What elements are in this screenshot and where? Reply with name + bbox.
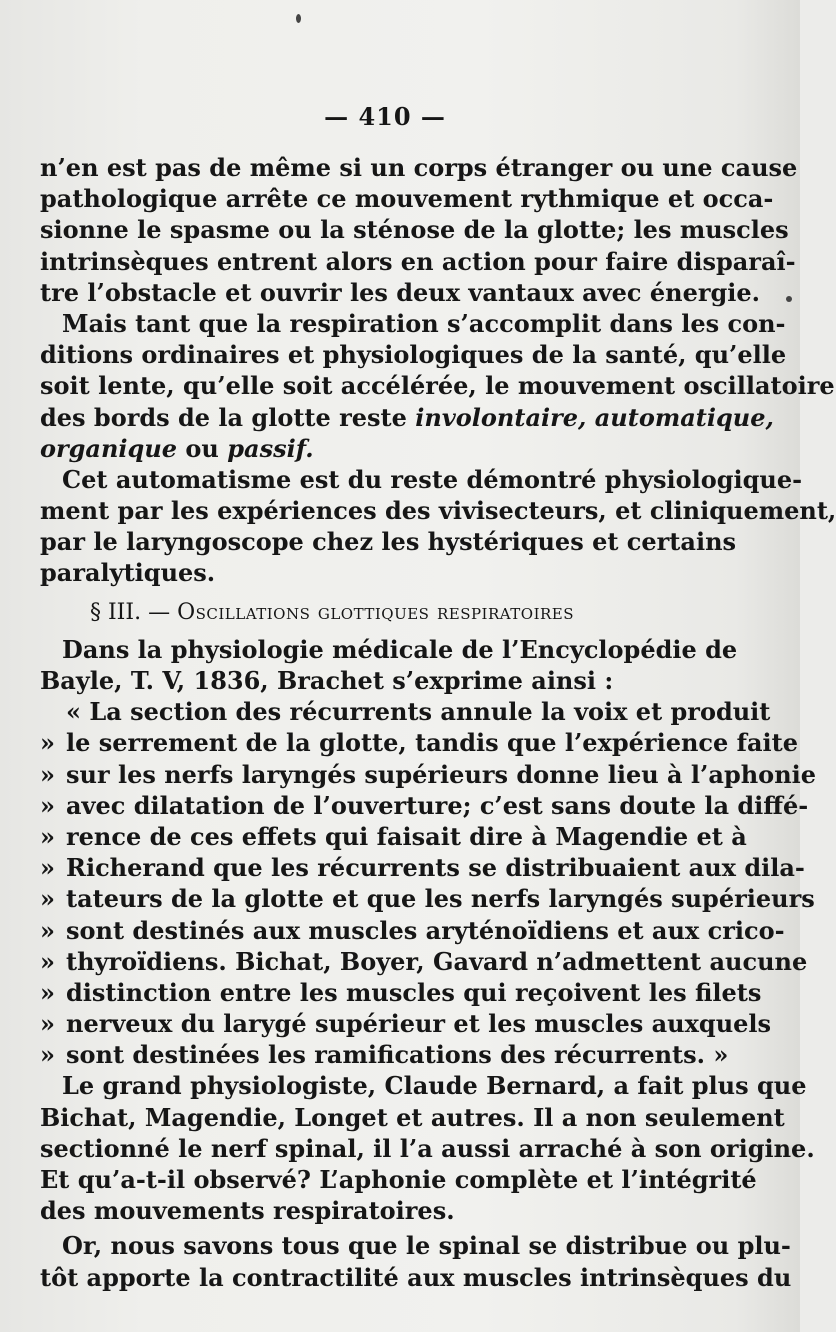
guillemet: » (40, 946, 55, 976)
italic-term: passif. (227, 433, 314, 463)
text-line (40, 402, 774, 433)
guillemet: » (40, 759, 55, 789)
text-line: intrinsèques entrent alors en action pour faire disparaî- (40, 246, 796, 276)
paragraph-1 (40, 152, 798, 308)
print-speck (786, 296, 792, 302)
section-dash: — (148, 599, 171, 625)
quote-text: sont destinées les ramifications des récurrents. » (66, 1040, 729, 1070)
guillemet: » (40, 884, 55, 914)
quote-line (40, 852, 805, 883)
quote-line (40, 790, 809, 821)
text-line: Dans la physiologie médicale de l’Encyclopédie de (62, 634, 738, 664)
guillemet: » (40, 728, 55, 758)
quotation (40, 696, 817, 1070)
text-line: par le laryngoscope chez les hystériques et certains (40, 527, 737, 557)
text-line: Cet automatisme est du reste démontré physiologique- (62, 464, 803, 494)
quote-line (40, 915, 785, 946)
quote-text: rence de ces effets qui faisait dire à Magendie et à (66, 821, 747, 851)
text-line: pathologique arrête ce mouvement rythmique et occa- (40, 184, 774, 214)
text-line: des mouvements respiratoires. (40, 1196, 455, 1226)
guillemet: » (40, 821, 55, 851)
guillemet: » (40, 790, 55, 820)
text-line: sectionné le nerf spinal, il l’a aussi arraché à son origine. (40, 1133, 815, 1163)
quote-text: sont destinés aux muscles aryténoïdiens et aux crico- (66, 915, 785, 945)
quote-line (40, 759, 817, 790)
quote-line (40, 883, 815, 914)
quote-text: distinction entre les muscles qui reçoivent les filets (66, 977, 762, 1007)
page-number: — 410 — (324, 102, 446, 131)
guillemet: » (40, 915, 55, 945)
quote-line (40, 821, 747, 852)
italic-term: involontaire, automatique, (415, 402, 774, 432)
text-line: sionne le spasme ou la sténose de la glotte; les muscles (40, 215, 789, 245)
text-segment: ou (185, 433, 219, 463)
text-line: paralytiques. (40, 558, 216, 588)
text-line: soit lente, qu’elle soit accélérée, le mouvement oscillatoire (40, 371, 835, 401)
section-title: Oscillations glottiques respiratoires (177, 599, 575, 625)
section-heading (40, 597, 730, 628)
quote-text: sur les nerfs laryngés supérieurs donne lieu à l’aphonie (66, 759, 817, 789)
text-line (40, 433, 730, 464)
paragraph-2 (40, 308, 835, 464)
text-line: Le grand physiologiste, Claude Bernard, a fait plus que (62, 1071, 807, 1101)
paragraph-5 (40, 1070, 815, 1226)
print-speck (296, 14, 301, 23)
text-line: tre l’obstacle et ouvrir les deux vantaux avec énergie. (40, 277, 760, 307)
guillemet: » (40, 1040, 55, 1070)
text-line: Mais tant que la respiration s’accomplit dans les con- (62, 308, 786, 338)
text-line: Or, nous savons tous que le spinal se distribue ou plu- (62, 1231, 791, 1261)
quote-line (40, 1039, 730, 1070)
quote-text: tateurs de la glotte et que les nerfs laryngés supérieurs (66, 884, 815, 914)
text-segment: des bords de la glotte reste (40, 402, 407, 432)
quote-text: thyroïdiens. Bichat, Boyer, Gavard n’admettent aucune (66, 946, 808, 976)
text-line: ment par les expériences des vivisecteurs, et cliniquement, (40, 496, 836, 526)
text-line: tôt apporte la contractilité aux muscles intrinsèques du (40, 1262, 792, 1292)
paragraph-3 (40, 464, 836, 589)
quote-text: nerveux du larygé supérieur et les muscles auxquels (66, 1009, 772, 1039)
paragraph-4 (40, 634, 738, 696)
guillemet: » (40, 1009, 55, 1039)
quote-line (40, 946, 808, 977)
text-line: Bichat, Magendie, Longet et autres. Il a non seulement (40, 1102, 785, 1132)
quote-text: Richerand que les récurrents se distribuaient aux dila- (66, 853, 805, 883)
text-line: ditions ordinaires et physiologiques de la santé, qu’elle (40, 340, 787, 370)
guillemet: » (40, 853, 55, 883)
guillemet: » (40, 977, 55, 1007)
paragraph-6 (40, 1230, 792, 1292)
quote-line: « La section des récurrents annule la voix et produit (66, 697, 771, 727)
section-number: § III. (90, 599, 142, 625)
quote-text: avec dilatation de l’ouverture; c’est sans doute la diffé- (66, 790, 809, 820)
italic-term: organique (40, 433, 178, 463)
quote-line (40, 977, 762, 1008)
quote-text: le serrement de la glotte, tandis que l’expérience faite (66, 728, 798, 758)
text-line: Et qu’a-t-il observé? L’aphonie complète et l’intégrité (40, 1165, 757, 1194)
body-text (40, 152, 836, 1293)
text-line: n’en est pas de même si un corps étranger ou une cause (40, 153, 798, 182)
quote-line (40, 727, 798, 758)
quote-line (40, 1008, 772, 1039)
text-line: Bayle, T. V, 1836, Brachet s’exprime ainsi : (40, 666, 614, 695)
